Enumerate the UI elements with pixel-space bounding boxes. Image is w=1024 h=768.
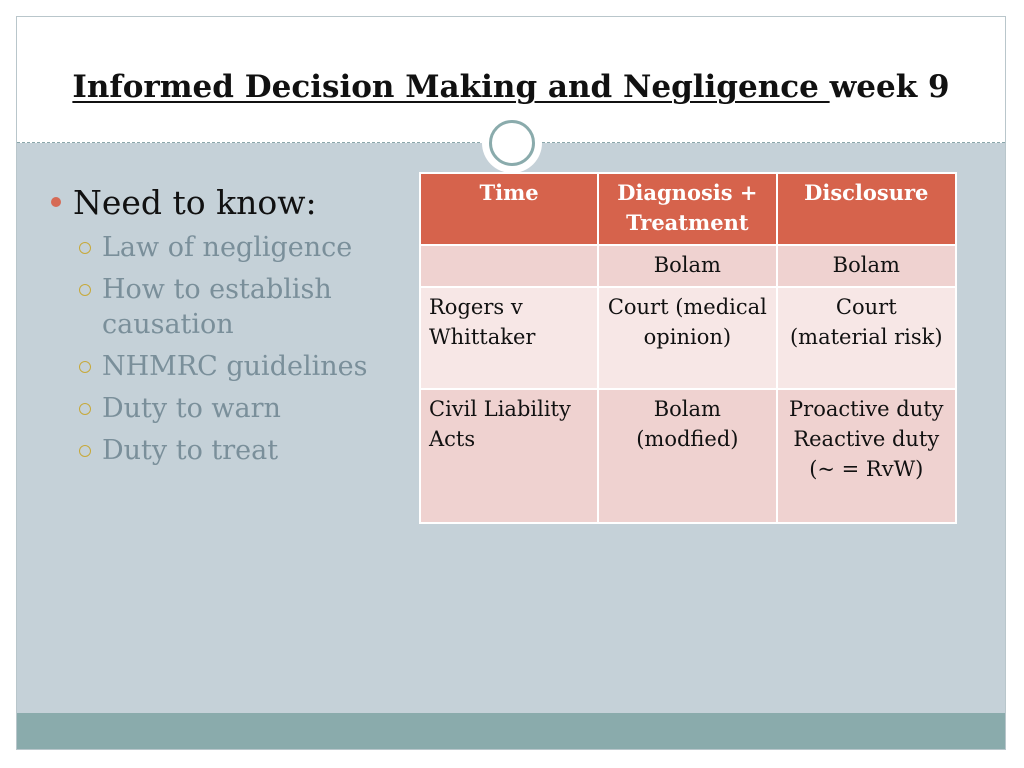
sub-bullet-text: NHMRC guidelines	[102, 351, 368, 382]
table-cell: Proactive duty Reactive duty (~ = RvW)	[777, 389, 956, 523]
sub-bullet-item	[79, 230, 421, 265]
sub-bullet-ring-icon	[79, 361, 91, 373]
table-cell: Bolam	[598, 245, 776, 287]
header-diagnosis-treatment: Diagnosis + Treatment	[598, 173, 776, 245]
comparison-table	[419, 172, 957, 524]
sub-bullet-ring-icon	[79, 445, 91, 457]
bullet-text: Need to know:	[73, 183, 317, 222]
table-row	[420, 287, 956, 389]
sub-bullet-text: Duty to warn	[102, 393, 281, 424]
sub-bullet-text: Duty to treat	[102, 435, 279, 466]
table-cell: Rogers v Whittaker	[420, 287, 598, 389]
table-cell: Bolam	[777, 245, 956, 287]
table-header-row	[420, 173, 956, 245]
table-cell: Court (medical opinion)	[598, 287, 776, 389]
table-cell: Court (material risk)	[777, 287, 956, 389]
sub-bullet-ring-icon	[79, 403, 91, 415]
bullet-list	[51, 183, 421, 475]
slide-title-main: Informed Decision Making and Negligence	[72, 69, 830, 105]
slide-frame	[16, 16, 1006, 750]
bullet-item	[51, 183, 421, 222]
sub-bullet-ring-icon	[79, 284, 91, 296]
table-cell: Civil Liability Acts	[420, 389, 598, 523]
slide-title-week: week 9	[829, 69, 950, 105]
sub-bullet-ring-icon	[79, 242, 91, 254]
bullet-dot-icon	[51, 197, 61, 207]
header-disclosure: Disclosure	[777, 173, 956, 245]
table-cell	[420, 245, 598, 287]
sub-bullet-item	[79, 433, 421, 468]
bottom-bar	[17, 713, 1005, 749]
table-row	[420, 389, 956, 523]
table-cell: Bolam (modfied)	[598, 389, 776, 523]
slide-title	[17, 69, 1005, 105]
sub-bullet-text: How to establish causation	[102, 274, 332, 340]
divider-circle-ornament	[482, 113, 542, 173]
sub-bullet-item	[79, 349, 421, 384]
divider-circle-ring	[489, 120, 535, 166]
header-time: Time	[420, 173, 598, 245]
table-row	[420, 245, 956, 287]
sub-bullet-item	[79, 391, 421, 426]
sub-bullet-text: Law of negligence	[102, 232, 353, 263]
sub-bullet-item	[79, 272, 421, 342]
